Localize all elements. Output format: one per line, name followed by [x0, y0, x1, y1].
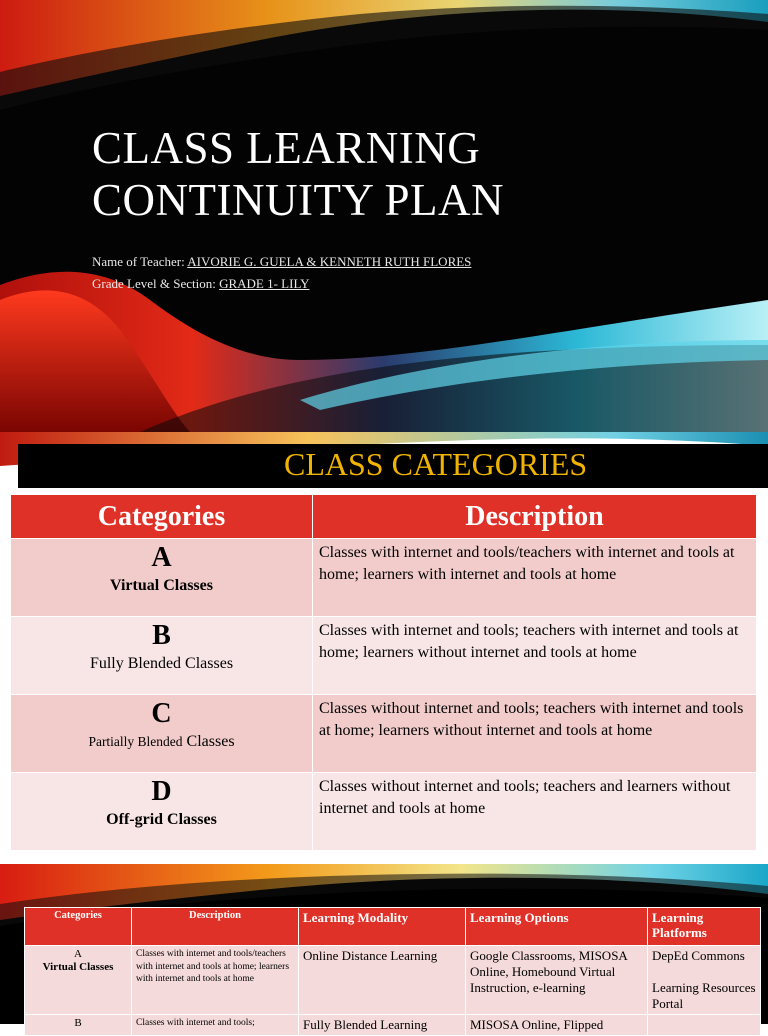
category-cell	[11, 617, 313, 695]
table-header-row	[11, 495, 757, 539]
grade-label: Grade Level & Section:	[92, 276, 220, 291]
table-row	[11, 773, 757, 851]
title-line-1: CLASS LEARNING	[92, 123, 481, 173]
platform-item: Learning Resources Portal	[652, 980, 756, 1011]
category-cell	[25, 1015, 132, 1036]
category-letter: A	[151, 542, 172, 573]
category-name: Virtual Classes	[42, 961, 114, 973]
category-cell	[11, 539, 313, 617]
options-cell: MISOSA Online, Flipped	[466, 1015, 648, 1036]
header-categories: Categories	[25, 908, 132, 946]
description-cell: Classes without internet and tools; teachers and learners without internet and tools at home	[313, 773, 757, 851]
categories-table	[10, 494, 757, 851]
description-cell: Classes with internet and tools; teachers with internet and tools at home; learners without internet and tools at home	[313, 617, 757, 695]
category-cell	[11, 773, 313, 851]
category-letter: B	[74, 1017, 82, 1029]
category-cell	[11, 695, 313, 773]
teacher-info	[92, 254, 471, 270]
category-name	[11, 731, 312, 753]
grade-info	[92, 276, 309, 292]
table-row	[25, 1015, 761, 1036]
class-categories-slide	[0, 432, 768, 864]
options-cell: Google Classrooms, MISOSA Online, Homebound Virtual Instruction, e-learning	[466, 946, 648, 1015]
header-learning-modality: Learning Modality	[299, 908, 466, 946]
table-row	[25, 946, 761, 1015]
category-letter: C	[151, 698, 172, 729]
title-slide	[0, 0, 768, 432]
header-description: Description	[132, 908, 299, 946]
header-learning-options: Learning Options	[466, 908, 648, 946]
header-learning-platforms: Learning Platforms	[648, 908, 761, 946]
platforms-cell	[648, 946, 761, 1015]
category-name-small: Partially Blended	[88, 734, 183, 749]
grade-value: GRADE 1- LILY	[219, 276, 310, 291]
category-cell	[25, 946, 132, 1015]
platforms-cell	[648, 1015, 761, 1036]
category-name: Off-grid Classes	[106, 811, 217, 828]
table-row	[11, 539, 757, 617]
page-title	[92, 122, 504, 226]
table-row	[11, 617, 757, 695]
description-cell: Classes with internet and tools/teachers with internet and tools at home; learners with internet and tools at home	[313, 539, 757, 617]
learning-modality-slide	[0, 864, 768, 1032]
category-letter: D	[151, 776, 172, 807]
category-letter: A	[74, 948, 82, 960]
description-cell: Classes with internet and tools/teachers with internet and tools at home; learners with internet and tools at home	[132, 946, 299, 1015]
header-categories: Categories	[11, 495, 313, 539]
platform-item: DepEd Commons	[652, 948, 745, 963]
teacher-value: AIVORIE G. GUELA & KENNETH RUTH FLORES	[187, 254, 472, 269]
table-row	[11, 695, 757, 773]
description-cell: Classes without internet and tools; teachers with internet and tools at home; learners without internet and tools at home	[313, 695, 757, 773]
title-line-2: CONTINUITY PLAN	[92, 175, 505, 225]
modality-cell: Online Distance Learning	[299, 946, 466, 1015]
modality-cell: Fully Blended Learning	[299, 1015, 466, 1036]
category-letter: B	[152, 620, 171, 651]
description-cell: Classes with internet and tools;	[132, 1015, 299, 1036]
learning-options-table	[24, 907, 761, 1036]
teacher-label: Name of Teacher:	[92, 254, 188, 269]
section-title: CLASS CATEGORIES	[284, 446, 588, 482]
table-header-row	[25, 908, 761, 946]
header-description: Description	[313, 495, 757, 539]
category-name-big: Classes	[182, 733, 235, 750]
category-name: Fully Blended Classes	[89, 655, 234, 672]
category-name: Virtual Classes	[110, 577, 213, 594]
